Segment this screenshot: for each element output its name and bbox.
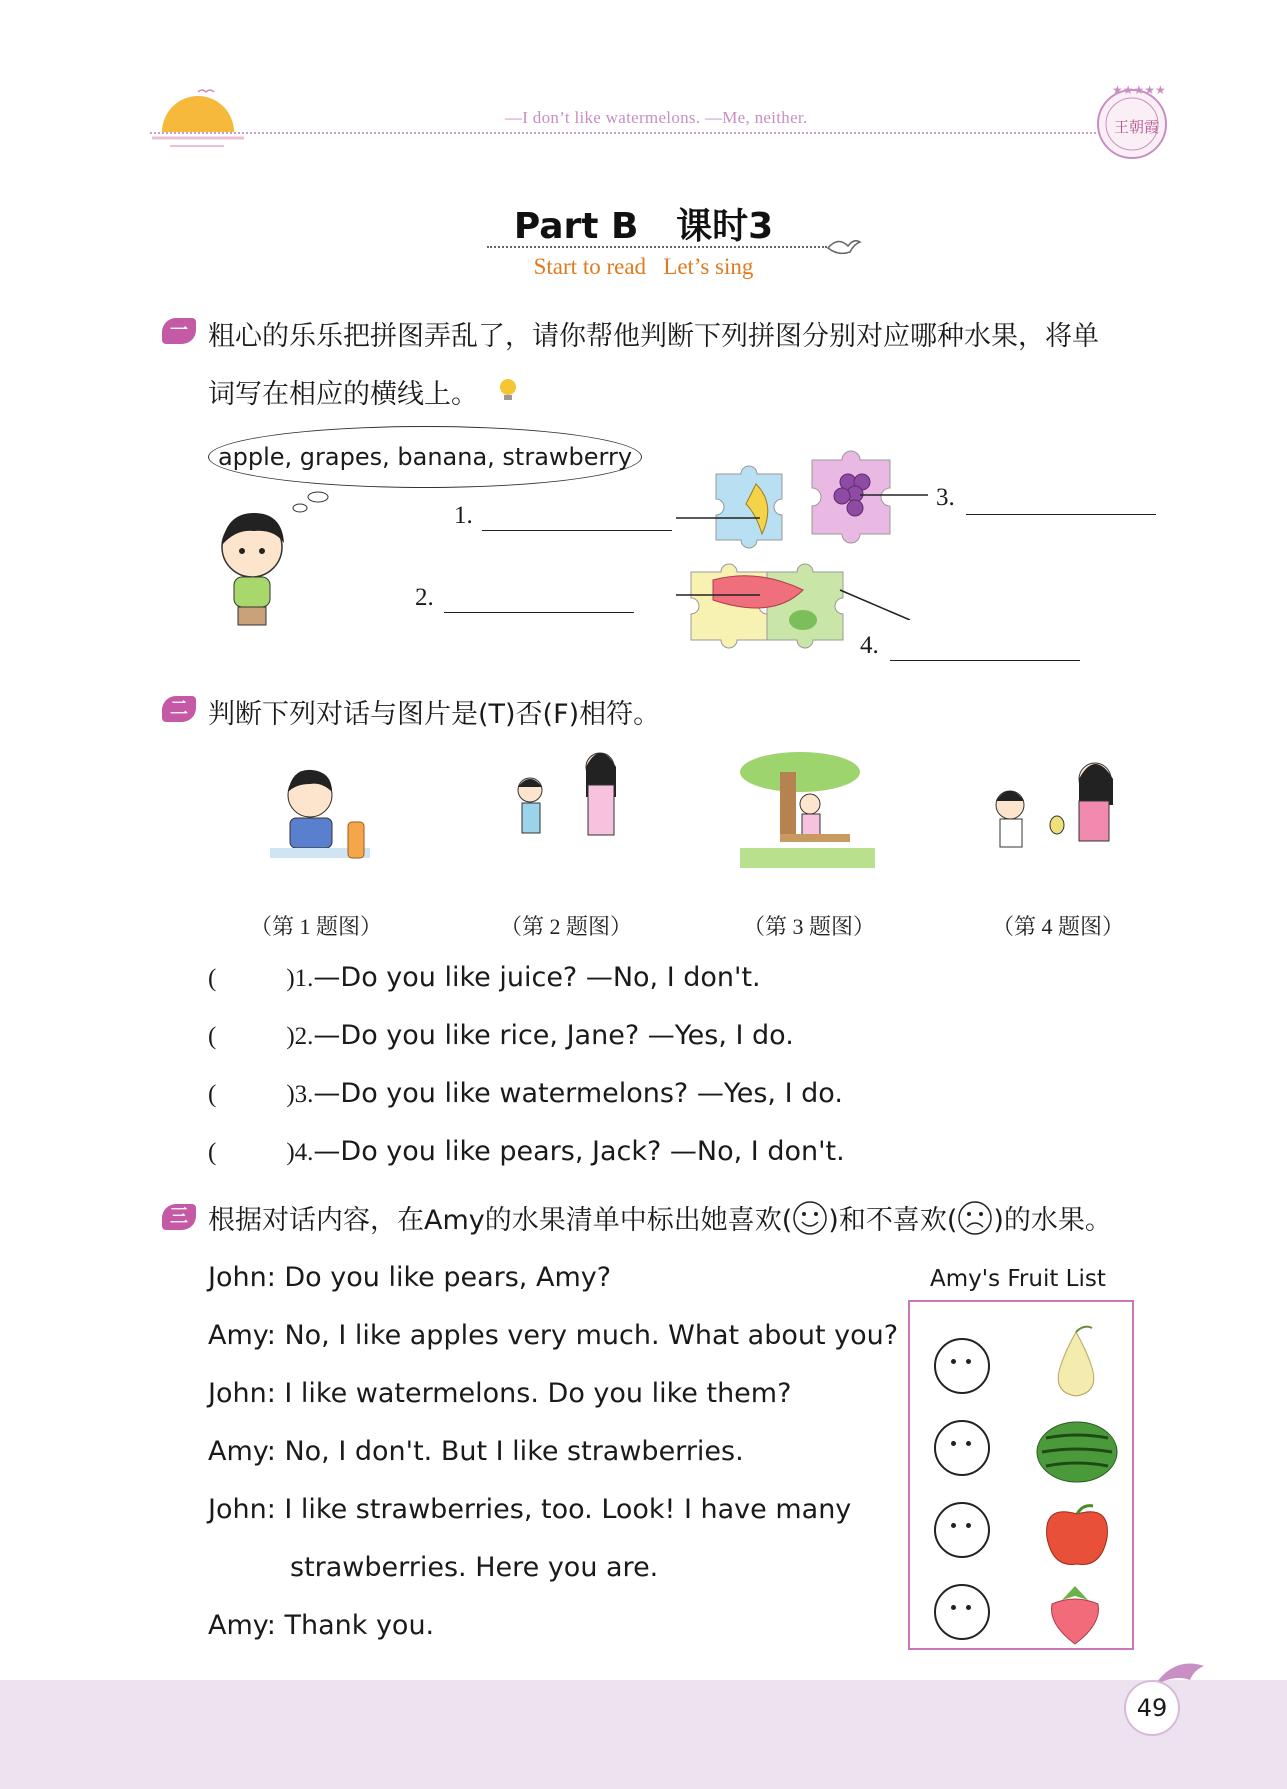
dialogue-line-7: Amy: Thank you. bbox=[208, 1610, 435, 1641]
answer-blank-4[interactable] bbox=[890, 660, 1080, 661]
strawberry-icon bbox=[1042, 1582, 1108, 1646]
word-bank: apple, grapes, banana, strawberry bbox=[208, 426, 642, 488]
dialogue-line-6: strawberries. Here you are. bbox=[290, 1552, 659, 1583]
caption-picture-4: （第 4 题图） bbox=[992, 914, 1125, 939]
dialogue-line-5: John: I like strawberries, too. Look! I have many bbox=[208, 1494, 852, 1525]
question-text: —Do you like rice, Jane? —Yes, I do. bbox=[313, 1020, 794, 1051]
item-number-4: 4. bbox=[860, 632, 879, 659]
section1-instruction-line1: 粗心的乐乐把拼图弄乱了，请你帮他判断下列拼图分别对应哪种水果，将单 bbox=[208, 321, 1099, 352]
picture-4-boy-and-mother bbox=[975, 755, 1145, 879]
question-row-2 bbox=[208, 1020, 794, 1051]
header-sun-icon bbox=[150, 86, 250, 160]
face-circle-1[interactable] bbox=[934, 1338, 990, 1394]
dialogue-line-2: Amy: No, I like apples very much. What about you? bbox=[208, 1320, 899, 1351]
lightbulb-icon bbox=[497, 377, 519, 407]
instruction-part-c: )的水果。 bbox=[993, 1205, 1112, 1236]
answer-paren-close: ) bbox=[286, 965, 295, 992]
title-underline bbox=[487, 246, 827, 248]
puzzle-leader-lines bbox=[670, 480, 930, 620]
svg-text:★★★★★: ★★★★★ bbox=[1112, 83, 1166, 97]
section3-instruction bbox=[208, 1198, 1112, 1243]
answer-blank-2[interactable] bbox=[444, 612, 634, 613]
dialogue-line-3: John: I like watermelons. Do you like them? bbox=[208, 1378, 792, 1409]
face-circle-2[interactable] bbox=[934, 1420, 990, 1476]
fruit-list-title: Amy's Fruit List bbox=[930, 1266, 1106, 1292]
question-text: —Do you like juice? —No, I don't. bbox=[313, 962, 761, 993]
question-row-4 bbox=[208, 1136, 845, 1167]
instruction-part-b: )和不喜欢( bbox=[828, 1205, 958, 1236]
dialogue-line-1: John: Do you like pears, Amy? bbox=[208, 1262, 612, 1293]
svg-text:王朝霞: 王朝霞 bbox=[1114, 118, 1160, 136]
instruction-part-a: 根据对话内容，在Amy的水果清单中标出她喜欢( bbox=[208, 1205, 793, 1236]
caption-picture-2: （第 2 题图） bbox=[500, 914, 633, 939]
answer-paren-open[interactable]: ( bbox=[208, 1023, 217, 1050]
answer-paren-open[interactable]: ( bbox=[208, 965, 217, 992]
fruit-list-scroll bbox=[908, 1300, 1134, 1650]
face-circle-3[interactable] bbox=[934, 1502, 990, 1558]
lesson-title: Part B 课时3 bbox=[513, 206, 774, 247]
answer-paren-open[interactable]: ( bbox=[208, 1081, 217, 1108]
item-number-2: 2. bbox=[415, 584, 434, 611]
section-marker-1: 一 bbox=[162, 318, 196, 344]
header-rule bbox=[150, 132, 1100, 134]
question-text: —Do you like pears, Jack? —No, I don't. bbox=[313, 1136, 845, 1167]
answer-paren-close: ) bbox=[286, 1023, 295, 1050]
dialogue-line-4: Amy: No, I don't. But I like strawberries. bbox=[208, 1436, 744, 1467]
section1-instruction-line2: 词写在相应的横线上。 bbox=[208, 379, 478, 410]
thought-bubbles bbox=[290, 490, 330, 518]
question-number: 3. bbox=[294, 1081, 314, 1108]
running-title: —I don’t like watermelons. —Me, neither. bbox=[505, 108, 808, 127]
pear-icon bbox=[1046, 1324, 1106, 1400]
answer-paren-close: ) bbox=[286, 1139, 295, 1166]
section-marker-3: 三 bbox=[162, 1204, 196, 1230]
question-number: 2. bbox=[294, 1023, 314, 1050]
answer-paren-close: ) bbox=[286, 1081, 295, 1108]
page-footer-band bbox=[0, 1680, 1287, 1789]
item-number-1: 1. bbox=[454, 502, 473, 529]
picture-2-girl-and-mother bbox=[500, 745, 640, 879]
question-row-3 bbox=[208, 1078, 843, 1109]
caption-picture-1: （第 1 题图） bbox=[250, 914, 383, 939]
thinking-boy-illustration bbox=[212, 505, 292, 634]
picture-3-girl-watermelon-tree bbox=[740, 752, 875, 876]
section2-instruction: 判断下列对话与图片是(T)否(F)相符。 bbox=[208, 699, 661, 730]
picture-1-boy-juice bbox=[270, 760, 380, 884]
answer-blank-3[interactable] bbox=[966, 514, 1156, 515]
question-number: 1. bbox=[294, 965, 314, 992]
answer-blank-1[interactable] bbox=[482, 530, 672, 531]
face-circle-4[interactable] bbox=[934, 1584, 990, 1640]
smile-face-icon bbox=[792, 1200, 828, 1243]
question-number: 4. bbox=[294, 1139, 314, 1166]
apple-icon bbox=[1040, 1500, 1114, 1566]
watermelon-icon bbox=[1034, 1418, 1120, 1486]
item-number-3: 3. bbox=[936, 484, 955, 511]
publisher-logo bbox=[1092, 80, 1172, 166]
question-text: —Do you like watermelons? —Yes, I do. bbox=[313, 1078, 843, 1109]
caption-picture-3: （第 3 题图） bbox=[743, 914, 876, 939]
answer-paren-open[interactable]: ( bbox=[208, 1139, 217, 1166]
page-number: 49 bbox=[1124, 1680, 1180, 1736]
section-marker-2: 二 bbox=[162, 696, 196, 722]
sad-face-icon bbox=[957, 1200, 993, 1243]
lesson-subtitle: Start to read Let’s sing bbox=[533, 254, 754, 279]
question-row-1 bbox=[208, 962, 761, 993]
